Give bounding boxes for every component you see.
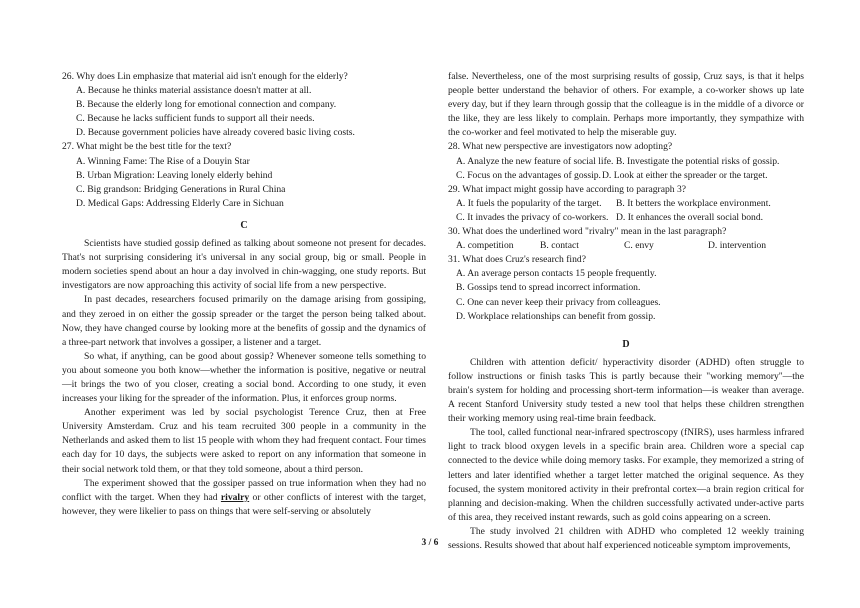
question-27-option-a: A. Winning Fame: The Rise of a Douyin Star (76, 155, 250, 167)
passage-d-paragraph-2: The tool, called functional near-infrared spectroscopy (fNIRS), uses harmless infrared light to track blood oxygen levels in a specific brain area. Children wore a special cap connected to the device while doing memory tasks. For example, they memorized a string of letters and later identified whether a target letter matched the original sequence. As they focused, the system monitored activity in their prefrontal cortex—a brain region critical for planning and decision-making. When the children successfully activated under-active parts of this area, they received instant rewards, such as gold coins appearing on a screen. (448, 427, 804, 523)
question-30-options (456, 239, 804, 253)
question-31-option-b: B. Gossips tend to spread incorrect information. (456, 282, 641, 294)
question-30-option-d: D. intervention (708, 240, 767, 252)
passage-d-paragraph-1: Children with attention deficit/ hyperactivity disorder (ADHD) often struggle to follow instructions or finish tasks This is partly because their "working memory"—the brain's system for holding and processing short-term information—is weaker than average. A recent Stanford University study tested a new tool that helps these children strengthen their working memory using real-time brain feedback. (448, 356, 804, 425)
question-29-option-b: B. It betters the workplace environment. (616, 197, 771, 209)
question-28-option-c: C. Focus on the advantages of gossip. (456, 169, 601, 181)
question-26-option-c: C. Because he lacks sufficient funds to support all their needs. (76, 113, 315, 125)
paragraph-5-text-b: or other conflicts of interest with the target, however, they were likelier to pass on things that were self-serving or absolutely (62, 491, 426, 517)
question-29-options-cd (456, 211, 804, 225)
passage-c-paragraph-5-continued: false. Nevertheless, one of the most surprising results of gossip, Cruz says, is that it helps people better understand the behavior of others. For example, a co-worker shows up late every day, but if they learn through gossip that the colleague is in the middle of a divorce or the like, they are less likely to complain. Perhaps more importantly, they sympathize with the co-worker and feel motivated to help the miserable guy. (448, 71, 804, 139)
question-28-options-ab (456, 155, 804, 169)
question-29-option-d: D. It enhances the overall social bond. (616, 211, 764, 223)
question-27-option-d: D. Medical Gaps: Addressing Elderly Care in Sichuan (76, 197, 284, 209)
question-26-option-a: A. Because he thinks material assistance doesn't matter at all. (76, 85, 312, 97)
passage-c-paragraph-4: Another experiment was led by social psychologist Terence Cruz, then at Free University Amsterdam. Cruz and his team recruited 300 people in a community in the Netherlands and asked them to list 15 people with whom they had frequent contact. Four times each day for 10 days, the subjects were asked to report on any information that someone in their social network told them, or that they told someone, about a third person. (62, 407, 426, 475)
question-29-stem: 29. What impact might gossip have according to paragraph 3? (448, 183, 686, 195)
question-27-option-b: B. Urban Migration: Leaving lonely elderly behind (76, 169, 273, 181)
right-column (448, 70, 804, 553)
question-28-option-a: A. Analyze the new feature of social life. (456, 155, 614, 167)
question-28-options-cd (456, 169, 804, 183)
section-c-heading: C (240, 219, 248, 231)
question-26-option-b: B. Because the elderly long for emotional connection and company. (76, 99, 337, 111)
question-31-option-d: D. Workplace relationships can benefit from gossip. (456, 310, 656, 322)
passage-c-paragraph-1: Scientists have studied gossip defined as talking about someone not present for decades. That's not surprising considering it's universal in any social group, big or small. People in modern societies spend about an hour a day involved in chin-wagging, one study reports. But investigators are now approaching this activity of social life from a new perspective. (62, 238, 426, 292)
question-28-stem: 28. What new perspective are investigators now adopting? (448, 141, 673, 153)
passage-c-paragraph-3: So what, if anything, can be good about gossip? Whenever someone tells something to you about someone you both know—whether the information is positive, negative or neutral—it brings the two of you closer, creating a social bond. According to one study, it even increases your liking for the spreader of the information. Plus, it enforces group norms. (62, 350, 426, 405)
question-31-stem: 31. What does Cruz's research find? (448, 254, 586, 266)
question-27-stem: 27. What might be the best title for the text? (62, 141, 232, 153)
question-30-option-a: A. competition (456, 240, 514, 252)
question-26-option-d: D. Because government policies have already covered basic living costs. (76, 127, 355, 139)
question-31-option-c: C. One can never keep their privacy from colleagues. (456, 296, 661, 308)
underlined-word-rivalry: rivalry (220, 491, 250, 503)
question-30-option-c: C. envy (624, 240, 654, 252)
question-29-option-c: C. It invades the privacy of co-workers. (456, 211, 609, 223)
question-30-stem: 30. What does the underlined word "rivalry" mean in the last paragraph? (448, 226, 727, 238)
passage-c-paragraph-2: In past decades, researchers focused primarily on the damage arising from gossiping, and they zeroed in on either the gossip spreader or the target the person being talked about. Now, they have changed course by looking more at the benefits of gossip and the dynamics of a three-part network that involves a gossiper, a listener and a target. (62, 294, 426, 348)
paragraph-5-text-a: The experiment showed that the gossiper passed on true information when they had no conflict with the target. When they had (62, 477, 426, 503)
question-29-options-ab (456, 197, 804, 211)
passage-d-paragraph-3: The study involved 21 children with ADHD who completed 12 weekly training sessions. Results showed that about half experienced noticeable symptom improvements, (448, 525, 804, 551)
question-30-option-b: B. contact (540, 240, 579, 252)
passage-c-paragraph-5 (62, 477, 426, 519)
question-27-option-c: C. Big grandson: Bridging Generations in Rural China (76, 183, 286, 195)
section-d-heading: D (622, 338, 630, 350)
question-28-option-b: B. Investigate the potential risks of gossip. (615, 155, 780, 167)
question-29-option-a: A. It fuels the popularity of the target. (456, 197, 602, 209)
question-26-stem: 26. Why does Lin emphasize that material aid isn't enough for the elderly? (62, 71, 348, 82)
question-28-option-d: D. Look at either the spreader or the target. (602, 169, 768, 181)
left-column (62, 70, 426, 519)
page-number: 3 / 6 (421, 538, 439, 548)
question-31-option-a: A. An average person contacts 15 people frequently. (456, 268, 657, 280)
